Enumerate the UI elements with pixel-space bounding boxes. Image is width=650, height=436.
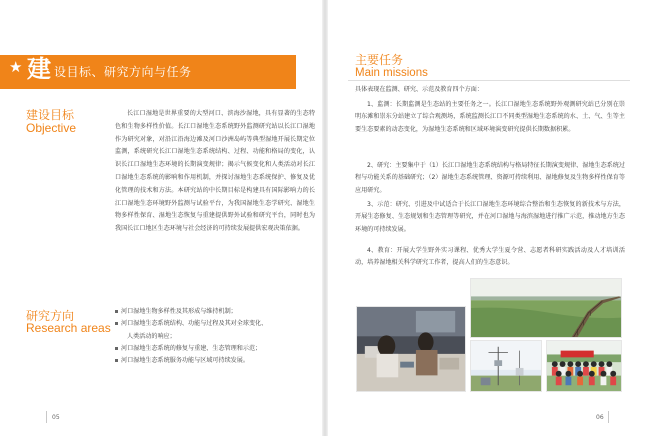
list-item-text: 人类活动的响应； [127, 332, 176, 340]
objective-body-text: 长江口湿地是世界重要的大型河口、滨海沙湿地，具有显著的生态特色和生物多样性价值。长江口湿地生态系统野外监测研究站以长江口湿地作为研究对象，对沿江沿海边滩及河口沙洲岛屿等典型湿地开展长期定位监测，系统研究长江口湿地生态系统结构、过程、功能和格局的变化，认识长江口湿地生态环境的长期演变规律；揭示气候变化和人类活动对长江口湿地生态系统的影响和作用机制，并探讨湿地生态系统保护、修复及优化管理的技术和方法。本研究站的中长期目标是构建具有国际影响力的长江口湿地生态环境野外监测与试验平台，为我国湿地生态学研究、湿地生物多样性保育、湿地生态恢复与重建提供野外试验和研究平台，同时也为我国长江口地区生态环境与社会经济的可持续发展提供宏观决策依据。 [115, 110, 315, 233]
missions-intro: 具体表现在监测、研究、示范及教育四个方面： [355, 86, 483, 93]
list-item-text: 河口湿地生态系统结构、功能与过程及其对全球变化、 [121, 320, 268, 328]
bullet-square-icon [115, 359, 118, 362]
list-item [115, 343, 315, 355]
list-item-text: 河口湿地生态系统服务功能与区域可持续发展。 [121, 357, 249, 365]
header-initial-character: 建 [27, 54, 51, 83]
missions-title-en: Main missions [355, 67, 428, 79]
lab-work-photo [356, 306, 466, 392]
page-gutter [322, 0, 328, 436]
left-folio-rule [46, 411, 47, 423]
objective-title-en: Objective [26, 121, 77, 135]
bullet-square-icon [115, 310, 118, 313]
list-item [115, 306, 315, 318]
list-item-text: 河口湿地生物多样性及其形成与维持机制； [121, 308, 237, 315]
bullet-square-icon [115, 347, 118, 350]
missions-divider [348, 80, 630, 81]
objective-title-cn: 建设目标 [26, 108, 75, 122]
research-areas-title-cn: 研究方向 [26, 309, 75, 323]
right-page-number: 06 [596, 414, 604, 421]
student-group-photo [546, 340, 622, 392]
list-item [115, 331, 315, 343]
left-page-number: 05 [52, 414, 60, 421]
monitoring-tower-photo [470, 340, 542, 392]
header-title: 设目标、研究方向与任务 [54, 65, 192, 79]
list-item [115, 318, 315, 330]
missions-title-cn: 主要任务 [355, 53, 404, 67]
right-folio-rule [608, 411, 609, 423]
mission-monitoring: 1、监测：长期监测是生态站的主要任务之一。长江口湿地生态系统野外观测研究站已分别在崇明东滩和崇东分站建立了综合观测场，系统监测长江口不同类型湿地生态系统的水、土、气、生等主要生态要素的动态变化，为湿地生态系统和区域环境演变研究提供长期数据积累。 [355, 101, 625, 133]
mission-research: 2、研究：主要集中于（1）长江口湿地生态系统结构与格局特征长期演变规律、湿地生态系统过程与功能关系的基础研究；（2）湿地生态系统管理、资源可持续利用、湿地修复及生物多样性保育等应用研究。 [355, 162, 625, 194]
research-areas-title-en: Research areas [26, 321, 111, 335]
list-item-text: 河口湿地生态系统的修复与重建、生态管理和示范； [121, 344, 262, 352]
star-icon: ★ [9, 58, 23, 76]
bullet-square-icon [115, 322, 118, 325]
mission-education: 4、教育：开展大学生野外实习课程、优秀大学生夏令营、志愿者科研实践活动及人才培训活动，培养湿地相关科学研究工作者，提高人们的生态意识。 [355, 247, 625, 267]
wetland-boardwalk-photo [470, 278, 622, 338]
research-areas-list [115, 306, 315, 367]
mission-demonstration: 3、示范：研究、引进及中试适合于长江口湿地生态环境综合整治和生态恢复的新技术与方法，开展生态修复、生态规划和生态管理等研究，并在河口湿地与海滨湿地进行推广示范，推动地方生态环境的可持续发展。 [355, 201, 625, 233]
list-item [115, 355, 315, 367]
